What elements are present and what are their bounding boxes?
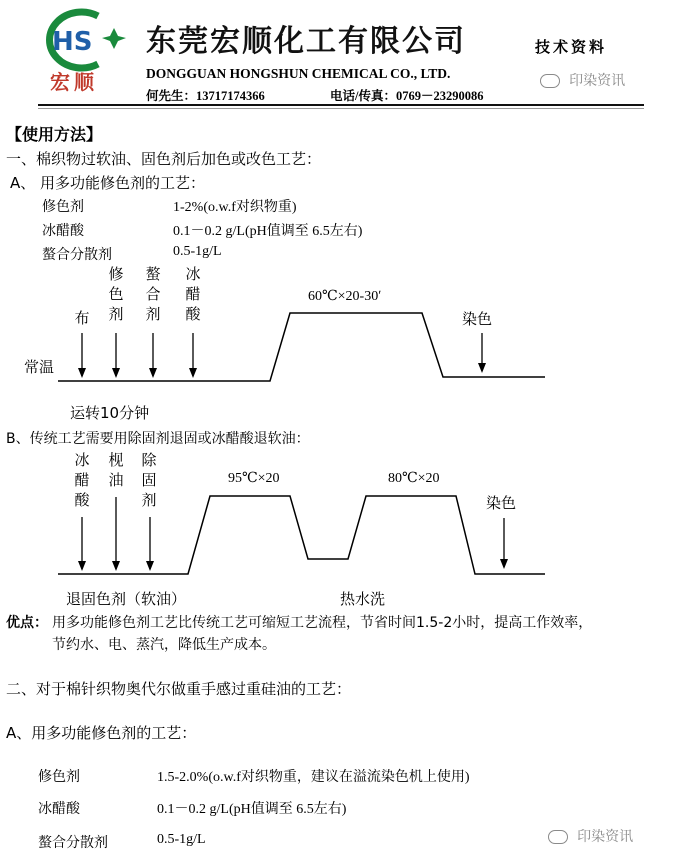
stage2-label: 热水洗 — [340, 590, 386, 608]
addition-arrow — [112, 497, 120, 571]
part1-sub-a-title: A、 用多功能修色剂的工艺： — [10, 174, 206, 192]
header-divider — [38, 104, 644, 106]
logo-subtitle: 宏顺 — [50, 70, 98, 94]
room-temp-label: 常温 — [24, 358, 55, 376]
addition-arrow — [189, 333, 197, 378]
recipe-name: 修色剂 — [42, 199, 84, 215]
phone-fax: 电话/传真：0769－23290086 — [330, 89, 484, 103]
dyeing-arrow — [478, 333, 486, 373]
advantage-text-line1: 用多功能修色剂工艺比传统工艺可缩短工艺流程，节省时间1.5-2小时，提高工作效率， — [52, 615, 593, 631]
addition-label: 除固剂 — [141, 451, 157, 509]
part2-title: 二、对于棉针织物奥代尔做重手感过重硅油的工艺： — [6, 680, 352, 698]
chat-bubble-icon — [540, 74, 560, 88]
dyeing-label: 染色 — [462, 310, 493, 328]
process-diagram-a — [0, 300, 680, 390]
recipe-amount: 0.5-1g/L — [173, 244, 222, 259]
recipe-amount: 0.1－0.2 g/L(pH值调至 6.5左右) — [157, 802, 347, 817]
temperature-curve — [58, 313, 545, 381]
company-name-cn: 东莞宏顺化工有限公司 — [146, 24, 466, 59]
recipe-name: 螯合分散剂 — [42, 247, 112, 263]
part1-title: 一、棉织物过软油、固色剂后加色或改色工艺： — [6, 150, 322, 168]
watermark-top — [540, 70, 625, 90]
run-time-label: 运转10分钟 — [70, 404, 150, 422]
addition-label: 布 — [74, 309, 90, 327]
advantage-text-line2: 节约水、电、蒸汽，降低生产成本。 — [52, 637, 276, 653]
recipe-name: 螯合分散剂 — [38, 835, 108, 851]
chat-bubble-icon — [548, 830, 568, 844]
recipe-amount: 1-2%(o.w.f对织物重) — [173, 200, 297, 215]
company-name-en: DONGGUAN HONGSHUN CHEMICAL CO., LTD. — [146, 66, 451, 81]
watermark-text: 印染资讯 — [577, 829, 634, 845]
header-divider-thin — [38, 108, 644, 109]
doc-type-label: 技术资料 — [535, 38, 608, 56]
addition-label: 修色剂 — [108, 265, 124, 323]
watermark-text: 印染资讯 — [569, 73, 626, 89]
addition-label: 枧油 — [108, 451, 124, 489]
process-diagram-b — [0, 480, 680, 580]
hold2-temp-label: 80℃×20 — [388, 471, 440, 486]
addition-label: 冰醋酸 — [74, 451, 90, 509]
contact-person: 何先生：13717174366 — [146, 89, 265, 103]
stage1-label: 退固色剂（软油） — [66, 590, 187, 608]
part1-sub-b-title: B、传统工艺需要用除固剂退固或冰醋酸退软油： — [6, 431, 310, 447]
recipe-name: 修色剂 — [38, 769, 80, 785]
section-title: 【使用方法】 — [6, 125, 103, 144]
hold1-temp-label: 95℃×20 — [228, 471, 280, 486]
hold-temp-label: 60℃×20-30ʹ — [308, 289, 382, 304]
part2-sub-a-title: A、用多功能修色剂的工艺： — [6, 724, 197, 742]
dyeing-label: 染色 — [486, 494, 517, 512]
advantage-label: 优点： — [6, 615, 48, 631]
temperature-curve — [58, 496, 545, 574]
addition-label: 冰醋酸 — [185, 265, 201, 323]
recipe-amount: 0.1－0.2 g/L(pH值调至 6.5左右) — [173, 224, 363, 239]
addition-arrow — [146, 517, 154, 571]
dyeing-arrow — [500, 518, 508, 569]
addition-arrow — [78, 333, 86, 378]
addition-arrow — [78, 517, 86, 571]
recipe-name: 冰醋酸 — [38, 801, 80, 817]
logo-text: HS — [52, 27, 93, 57]
watermark-bottom — [548, 826, 633, 846]
addition-label: 螯合剂 — [145, 265, 161, 323]
recipe-name: 冰醋酸 — [42, 223, 84, 239]
recipe-amount: 0.5-1g/L — [157, 832, 206, 847]
addition-arrow — [112, 333, 120, 378]
addition-arrow — [149, 333, 157, 378]
recipe-amount: 1.5-2.0%(o.w.f对织物重，建议在溢流染色机上使用) — [157, 770, 470, 785]
